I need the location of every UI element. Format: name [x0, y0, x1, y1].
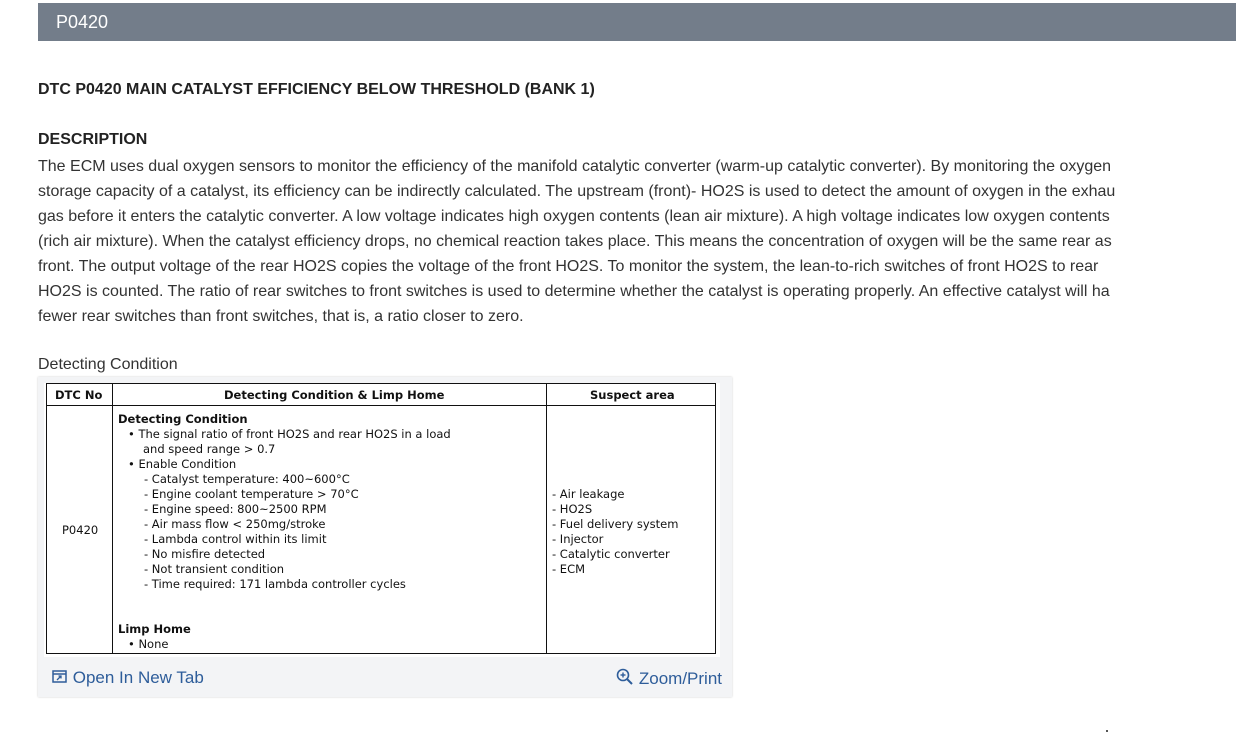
condition-line: - Engine coolant temperature > 70°C: [144, 487, 359, 501]
table-border: [546, 383, 547, 654]
table-border: [46, 405, 716, 406]
header-code: P0420: [56, 12, 109, 32]
condition-cell: [118, 412, 451, 652]
open-new-tab-label: Open In New Tab: [72, 668, 204, 687]
dtc-code-cell: P0420: [62, 523, 99, 537]
suspect-item: - HO2S: [552, 502, 593, 516]
description-line: fewer rear switches than front switches, that is, a ratio closer to zero.: [38, 308, 524, 325]
condition-line: - No misfire detected: [144, 547, 266, 561]
suspect-item: - ECM: [552, 562, 586, 576]
table-border: [46, 653, 716, 654]
figure-container: [38, 377, 732, 697]
description-text: [38, 154, 1236, 329]
suspect-area-cell: [552, 487, 678, 577]
description-line: HO2S is counted. The ratio of rear switches to front switches is used to determine whether the catalyst is operating properly. An effective catalyst will ha: [38, 283, 1110, 300]
table-border: [46, 383, 716, 384]
figure-footer: [38, 659, 732, 693]
description-line: gas before it enters the catalytic converter. A low voltage indicates high oxygen contents (lean air mixture). A high voltage indicates low oxygen contents: [38, 208, 1110, 225]
zoom-in-icon: [616, 668, 634, 691]
condition-line: - Catalyst temperature: 400~600°C: [144, 472, 350, 486]
limp-home-value: • None: [128, 637, 169, 651]
condition-line: • The signal ratio of front HO2S and rear HO2S in a load: [128, 427, 451, 441]
condition-line: - Time required: 171 lambda controller cycles: [144, 577, 406, 591]
header-detecting-condition: Detecting Condition & Limp Home: [224, 388, 445, 402]
description-line: The ECM uses dual oxygen sensors to monitor the efficiency of the manifold catalytic converter (warm-up catalytic converter). By monitoring the oxygen: [38, 158, 1112, 175]
open-new-tab-icon: [52, 669, 68, 689]
detecting-condition-label: Detecting Condition: [38, 356, 178, 373]
detecting-condition-table-image[interactable]: [44, 383, 720, 657]
header-suspect-area: Suspect area: [590, 388, 675, 402]
condition-line: - Not transient condition: [144, 562, 285, 576]
open-new-tab-link[interactable]: [52, 668, 204, 689]
table-border: [46, 383, 47, 654]
condition-line: - Air mass flow < 250mg/stroke: [144, 517, 326, 531]
condition-line: Detecting Condition: [118, 412, 248, 426]
description-line: (rich air mixture). When the catalyst efficiency drops, no chemical reaction takes place. This means the concentration of oxygen will be the same rear as: [38, 233, 1112, 250]
condition-line: - Engine speed: 800~2500 RPM: [144, 502, 327, 516]
suspect-item: - Injector: [552, 532, 604, 546]
stray-dot: [1106, 730, 1108, 732]
zoom-print-link[interactable]: [616, 668, 722, 691]
condition-line: and speed range > 0.7: [143, 442, 276, 456]
header-dtc-no: DTC No: [55, 388, 103, 402]
header-bar: [38, 3, 1236, 41]
table-border: [112, 383, 113, 654]
zoom-print-label: Zoom/Print: [638, 668, 722, 688]
limp-home-title: Limp Home: [118, 622, 191, 636]
page-title: DTC P0420 MAIN CATALYST EFFICIENCY BELOW THRESHOLD (BANK 1): [38, 81, 595, 98]
suspect-item: - Air leakage: [552, 487, 625, 501]
table-border: [715, 383, 716, 654]
suspect-item: - Fuel delivery system: [552, 517, 679, 531]
description-heading: DESCRIPTION: [38, 131, 148, 148]
suspect-item: - Catalytic converter: [552, 547, 670, 561]
description-line: storage capacity of a catalyst, its efficiency can be indirectly calculated. The upstream (front)- HO2S is used to detect the amount of oxygen in the exhau: [38, 183, 1116, 200]
condition-line: - Lambda control within its limit: [144, 532, 327, 546]
condition-line: • Enable Condition: [128, 457, 237, 471]
description-line: front. The output voltage of the rear HO2S copies the voltage of the front HO2S. To monitor the system, the lean-to-rich switches of front HO2S to rear: [38, 258, 1099, 275]
